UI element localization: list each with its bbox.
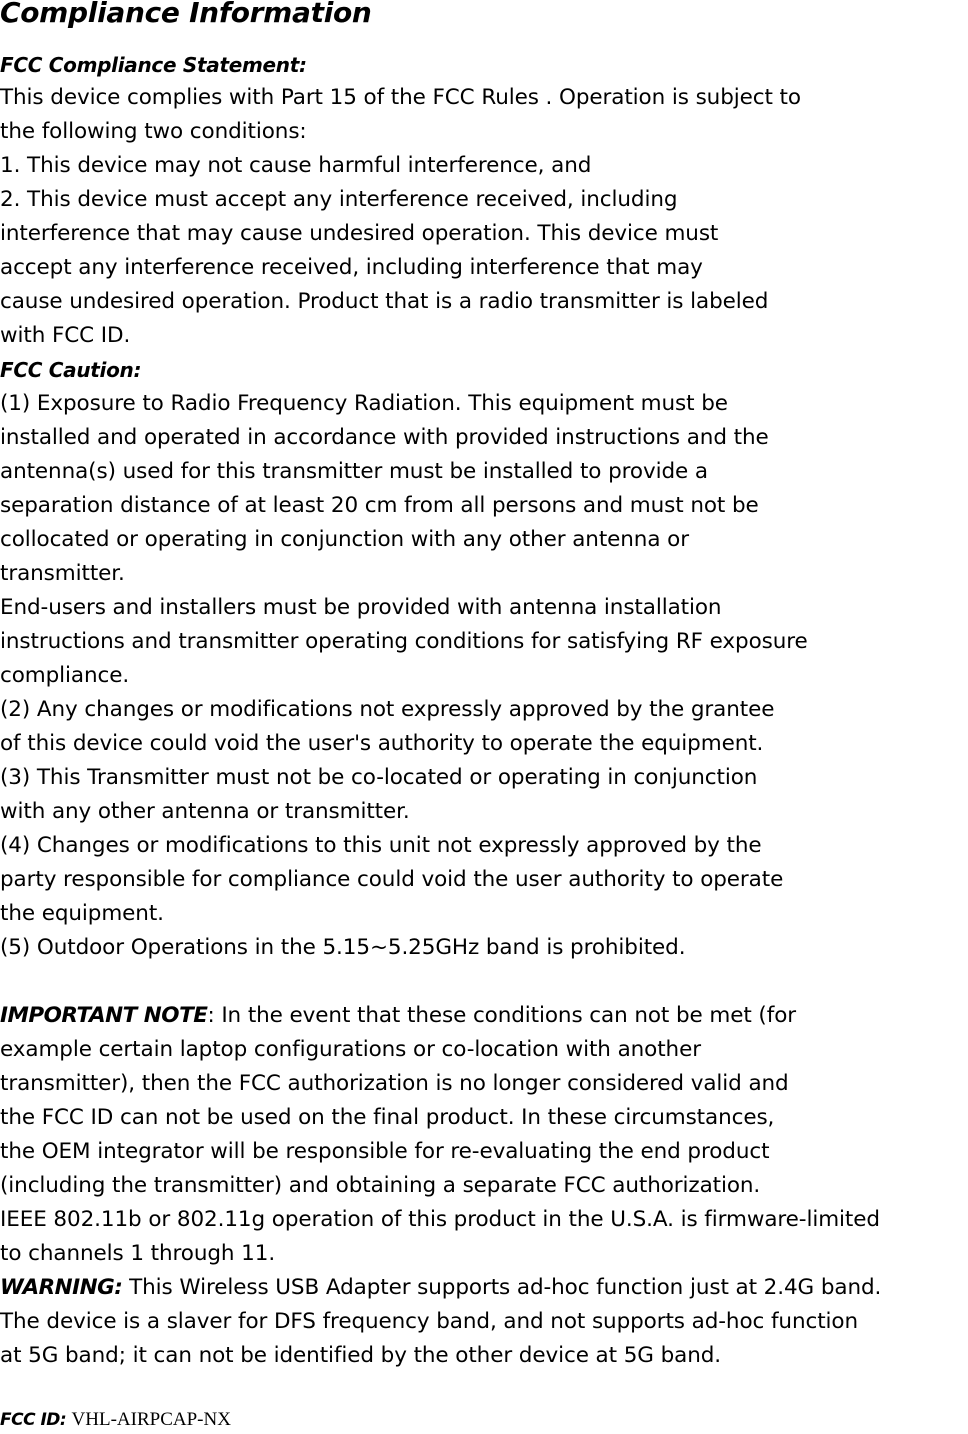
fcc-statement-heading: FCC Compliance Statement: (0, 53, 307, 77)
fcc-caution-heading: FCC Caution: (0, 358, 142, 382)
important-note-line: IEEE 802.11b or 802.11g operation of this product in the U.S.A. is firmware-limited (0, 1207, 880, 1232)
fcc-statement-line: This device complies with Part 15 of the FCC Rules . Operation is subject to (0, 85, 801, 110)
important-note-text: : In the event that these conditions can not be met (for (207, 1003, 796, 1028)
fcc-caution-line: party responsible for compliance could void the user authority to operate (0, 867, 784, 892)
fcc-statement-line: 1. This device may not cause harmful interference, and (0, 153, 592, 178)
fcc-statement-line: with FCC ID. (0, 323, 131, 348)
fcc-caution-line: (4) Changes or modifications to this unit not expressly approved by the (0, 833, 762, 858)
fcc-caution-line: collocated or operating in conjunction with any other antenna or (0, 527, 689, 552)
fcc-caution-line: (5) Outdoor Operations in the 5.15~5.25GHz band is prohibited. (0, 935, 686, 960)
fcc-caution-line: compliance. (0, 663, 130, 688)
important-note-line: (including the transmitter) and obtaining a separate FCC authorization. (0, 1173, 761, 1198)
fcc-statement-line: 2. This device must accept any interference received, including (0, 187, 678, 212)
fcc-statement-line: accept any interference received, including interference that may (0, 255, 703, 280)
warning-first-line (0, 1271, 881, 1305)
fcc-caution-line: instructions and transmitter operating conditions for satisfying RF exposure (0, 629, 808, 654)
important-note-line: the OEM integrator will be responsible for re-evaluating the end product (0, 1139, 770, 1164)
important-note-line: transmitter), then the FCC authorization is no longer considered valid and (0, 1071, 789, 1096)
page-title: Compliance Information (0, 0, 372, 29)
fcc-id-value: VHL-AIRPCAP-NX (71, 1409, 231, 1430)
fcc-statement-line: interference that may cause undesired operation. This device must (0, 221, 719, 246)
warning-label: WARNING: (0, 1275, 123, 1300)
fcc-statement-line: the following two conditions: (0, 119, 307, 144)
important-note-line: example certain laptop configurations or co-location with another (0, 1037, 701, 1062)
fcc-caution-line: separation distance of at least 20 cm from all persons and must not be (0, 493, 759, 518)
fcc-caution-line: installed and operated in accordance with provided instructions and the (0, 425, 769, 450)
fcc-id-label: FCC ID: (0, 1410, 67, 1430)
important-note-label: IMPORTANT NOTE (0, 1003, 208, 1028)
fcc-caution-line: antenna(s) used for this transmitter must be installed to provide a (0, 459, 708, 484)
warning-text: This Wireless USB Adapter supports ad-hoc function just at 2.4G band. (122, 1275, 882, 1300)
important-note-line: the FCC ID can not be used on the final product. In these circumstances, (0, 1105, 775, 1130)
important-note-line: to channels 1 through 11. (0, 1241, 276, 1266)
warning-line: at 5G band; it can not be identified by the other device at 5G band. (0, 1343, 721, 1368)
fcc-caution-line: the equipment. (0, 901, 164, 926)
fcc-caution-line: transmitter. (0, 561, 125, 586)
fcc-id-line (0, 1406, 231, 1434)
fcc-caution-line: (3) This Transmitter must not be co-located or operating in conjunction (0, 765, 758, 790)
important-note-first-line (0, 999, 796, 1033)
fcc-caution-line: of this device could void the user's authority to operate the equipment. (0, 731, 764, 756)
fcc-caution-line: End-users and installers must be provided with antenna installation (0, 595, 722, 620)
fcc-caution-line: (1) Exposure to Radio Frequency Radiation. This equipment must be (0, 391, 728, 416)
fcc-caution-line: (2) Any changes or modifications not expressly approved by the grantee (0, 697, 775, 722)
warning-line: The device is a slaver for DFS frequency band, and not supports ad-hoc function (0, 1309, 858, 1334)
fcc-statement-line: cause undesired operation. Product that is a radio transmitter is labeled (0, 289, 769, 314)
fcc-caution-line: with any other antenna or transmitter. (0, 799, 410, 824)
